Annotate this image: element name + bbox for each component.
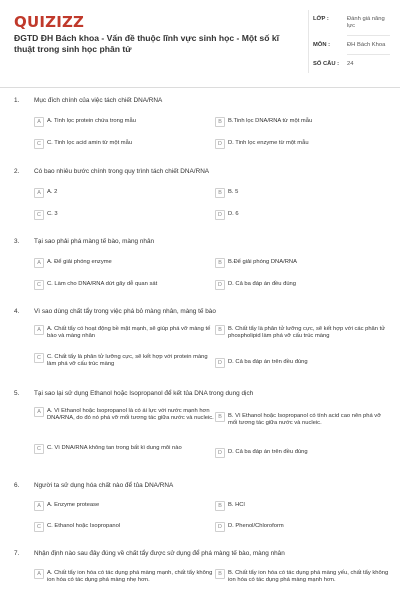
option-b[interactable] bbox=[215, 412, 390, 428]
option-a[interactable] bbox=[34, 325, 214, 341]
option-letter-box: D bbox=[215, 280, 225, 290]
question-number: 6. bbox=[14, 482, 20, 489]
option-text: A. Để giải phóng enzyme bbox=[47, 259, 112, 265]
option-letter-box: A bbox=[34, 407, 44, 417]
option-text: B. HCl bbox=[228, 502, 245, 508]
option-letter-box: A bbox=[34, 117, 44, 127]
meta-value: Đánh giá năng lực bbox=[347, 10, 390, 36]
option-text: B. Chất tẩy là phân tử lưỡng cực, sẽ kết hợp với các phân tử phospholipid làm phá vỡ cấu trúc màng bbox=[228, 326, 386, 340]
question-text: Có bao nhiêu bước chính trong quy trình tách chiết DNA/RNA bbox=[34, 168, 210, 175]
option-text: D. Tinh lọc enzyme từ một mẫu bbox=[228, 140, 309, 146]
option-letter-box: C bbox=[34, 444, 44, 454]
option-c[interactable] bbox=[34, 444, 214, 454]
option-letter-box: A bbox=[34, 188, 44, 198]
question-number: 3. bbox=[14, 238, 20, 245]
option-text: D. 6 bbox=[228, 211, 239, 217]
option-d[interactable] bbox=[215, 448, 390, 458]
option-c[interactable] bbox=[34, 353, 214, 369]
meta-label: SỐ CÂU : bbox=[313, 61, 340, 67]
option-letter-box: C bbox=[34, 280, 44, 290]
option-text: A. Enzyme protease bbox=[47, 502, 100, 508]
option-a[interactable] bbox=[34, 501, 214, 511]
option-b[interactable] bbox=[215, 188, 390, 198]
option-d[interactable] bbox=[215, 358, 390, 368]
option-text: C. Vì DNA/RNA không tan trong bất kì dung môi nào bbox=[47, 445, 182, 451]
option-letter-box: D bbox=[215, 522, 225, 532]
option-a[interactable] bbox=[34, 188, 214, 198]
option-text: C. Ethanol hoặc Isopropanol bbox=[47, 523, 121, 529]
option-text: A. Chất tẩy có hoạt động bề mặt mạnh, sẽ giúp phá vỡ màng tế bào và màng nhân bbox=[47, 326, 211, 340]
option-text: A. Tinh lọc protein chứa trong mẫu bbox=[47, 118, 136, 124]
option-text: D. Cả ba đáp án trên đều đúng bbox=[228, 449, 308, 455]
meta-label: LỚP : bbox=[313, 16, 329, 22]
option-letter-box: B bbox=[215, 412, 225, 422]
option-d[interactable] bbox=[215, 210, 390, 220]
option-a[interactable] bbox=[34, 117, 214, 127]
meta-value: ĐH Bách Khoa bbox=[347, 36, 390, 55]
option-text: D. Cả ba đáp án đều đúng bbox=[228, 281, 297, 287]
option-letter-box: B bbox=[215, 325, 225, 335]
option-b[interactable] bbox=[215, 258, 390, 268]
option-letter-box: C bbox=[34, 522, 44, 532]
header-divider bbox=[0, 87, 400, 88]
option-letter-box: C bbox=[34, 353, 44, 363]
option-letter-box: B bbox=[215, 117, 225, 127]
question-number: 4. bbox=[14, 308, 20, 315]
option-text: B.Để giải phóng DNA/RNA bbox=[228, 259, 297, 265]
option-letter-box: D bbox=[215, 448, 225, 458]
question-text: Tại sao phải phá màng tế bào, màng nhân bbox=[34, 238, 155, 245]
option-c[interactable] bbox=[34, 210, 214, 220]
option-text: C. Làm cho DNA/RNA dứt gãy dễ quan sát bbox=[47, 281, 158, 287]
option-c[interactable] bbox=[34, 139, 214, 149]
question-text: Tại sao lại sử dụng Ethanol hoặc Isopropanol để kết tủa DNA trong dung dịch bbox=[34, 390, 254, 397]
question-text: Nhận định nào sau đây đúng về chất tẩy được sử dụng để phá màng tế bào, màng nhân bbox=[34, 550, 285, 557]
option-letter-box: B bbox=[215, 188, 225, 198]
option-letter-box: B bbox=[215, 569, 225, 579]
option-text: A. Chất tẩy ion hóa có tác dụng phá màng mạnh, chất tẩy không ion hóa có tác dụng phá màng nhẹ hơn. bbox=[47, 570, 213, 584]
option-text: B. Chất tẩy ion hóa có tác dụng phá màng yếu, chất tẩy không ion hóa có tác dụng phá màng mạnh hơn. bbox=[228, 570, 389, 584]
option-letter-box: A bbox=[34, 258, 44, 268]
option-b[interactable] bbox=[215, 501, 390, 511]
option-text: D. Phenol/Chloroform bbox=[228, 523, 284, 529]
worksheet-meta bbox=[308, 10, 390, 73]
meta-label: MÔN : bbox=[313, 42, 331, 48]
option-letter-box: D bbox=[215, 210, 225, 220]
worksheet-header bbox=[0, 0, 400, 88]
question-number: 5. bbox=[14, 390, 20, 397]
option-letter-box: B bbox=[215, 258, 225, 268]
quizizz-logo: QUIZIZZ bbox=[14, 13, 85, 31]
option-letter-box: C bbox=[34, 139, 44, 149]
option-c[interactable] bbox=[34, 522, 214, 532]
meta-row-subject bbox=[313, 36, 390, 55]
question-number: 1. bbox=[14, 97, 20, 104]
option-a[interactable] bbox=[34, 569, 214, 585]
option-text: B. Vì Ethanol hoặc Isopropanol có tính acid cao nên phá vỡ mối tương tác giữa nước và nucleic. bbox=[228, 413, 382, 427]
meta-row-count bbox=[313, 55, 390, 73]
option-a[interactable] bbox=[34, 407, 214, 423]
option-letter-box: A bbox=[34, 501, 44, 511]
question-text: Mục đích chính của việc tách chiết DNA/RNA bbox=[34, 97, 163, 104]
option-text: C. Tinh lọc acid amin từ một mẫu bbox=[47, 140, 133, 146]
option-letter-box: C bbox=[34, 210, 44, 220]
question-number: 2. bbox=[14, 168, 20, 175]
option-b[interactable] bbox=[215, 569, 390, 585]
option-letter-box: B bbox=[215, 501, 225, 511]
option-c[interactable] bbox=[34, 280, 214, 290]
option-a[interactable] bbox=[34, 258, 214, 268]
option-b[interactable] bbox=[215, 117, 390, 127]
meta-value: 24 bbox=[347, 61, 354, 67]
option-d[interactable] bbox=[215, 522, 390, 532]
option-text: C. 3 bbox=[47, 211, 58, 217]
meta-row-class bbox=[313, 10, 390, 36]
option-text: A. 2 bbox=[47, 189, 58, 195]
question-text: Vì sao dùng chất tẩy trong việc phá bỏ màng nhân, màng tế bào bbox=[34, 308, 216, 315]
option-letter-box: D bbox=[215, 139, 225, 149]
option-text: A. Vì Ethanol hoặc Isopropanol là có ái lực với nước mạnh hơn DNA/RNA, do đó nó phá vỡ mối tương tác giữa nước và nucleic. bbox=[47, 408, 214, 422]
worksheet-title: ĐGTD ĐH Bách khoa - Vấn đề thuộc lĩnh vực sinh học - Một số kĩ thuật trong sinh học phân tử bbox=[14, 33, 280, 54]
option-b[interactable] bbox=[215, 325, 390, 341]
option-letter-box: A bbox=[34, 325, 44, 335]
option-text: C. Chất tẩy là phân tử lưỡng cực, sẽ kết hợp với protein màng làm phá vỡ cấu trúc màng bbox=[47, 354, 208, 368]
option-d[interactable] bbox=[215, 280, 390, 290]
question-text: Người ta sử dụng hóa chất nào để tủa DNA/RNA bbox=[34, 482, 174, 489]
option-letter-box: D bbox=[215, 358, 225, 368]
option-letter-box: A bbox=[34, 569, 44, 579]
option-text: D. Cả ba đáp án trên đều đúng bbox=[228, 359, 308, 365]
question-number: 7. bbox=[14, 550, 20, 557]
option-text: B. 5 bbox=[228, 189, 239, 195]
option-text: B.Tinh lọc DNA/RNA từ một mẫu bbox=[228, 118, 313, 124]
option-d[interactable] bbox=[215, 139, 390, 149]
